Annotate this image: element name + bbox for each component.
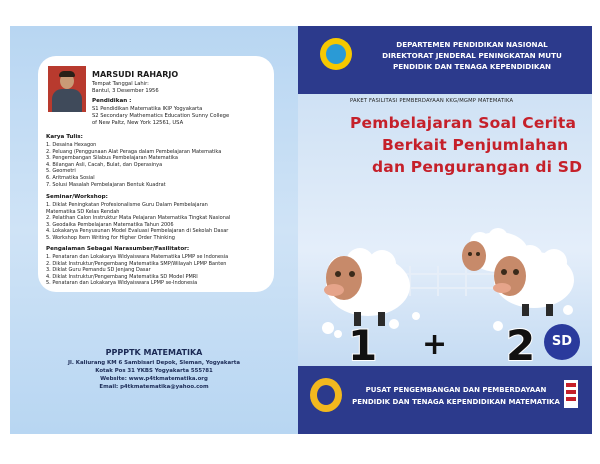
experience-list bbox=[46, 254, 274, 287]
sheep-left bbox=[324, 248, 410, 326]
dept-line: DIREKTORAT JENDERAL PENINGKATAN MUTU bbox=[382, 51, 562, 60]
works-list bbox=[46, 142, 274, 188]
list-item: 6. Aritmatika Sosial bbox=[46, 174, 95, 181]
list-item: 2. Peluang (Penggunaan Alat Peraga dalam Pembelajaran Matematika bbox=[46, 148, 222, 155]
p4tk-logo-icon bbox=[310, 378, 342, 412]
list-item: 1. Desaina Hexagon bbox=[46, 142, 97, 148]
seminars-label: Seminar/Workshop: bbox=[46, 194, 108, 200]
ministry-logo-icon bbox=[320, 38, 352, 70]
sheep-right bbox=[493, 245, 574, 316]
back-cover bbox=[10, 26, 298, 434]
title-line-3: dan Pengurangan di SD bbox=[372, 158, 583, 176]
series-label: PAKET FASILITASI PEMBERDAYAAN KKG/MGMP MATEMATIKA bbox=[350, 98, 514, 104]
works-label: Karya Tulis: bbox=[46, 134, 83, 140]
publisher-address: Kotak Pos 31 YKBS Yogyakarta 555?81 bbox=[95, 368, 213, 374]
birth-label: Tempat Tanggal Lahir: bbox=[92, 81, 149, 87]
list-item: 2. Diklat Instruktur/Pengembang Matematika SMP/Wilayah LPMP Banten bbox=[46, 260, 227, 267]
list-item: 4. Bilangan Asli, Cacah, Bulat, dan Operasinya bbox=[46, 161, 163, 168]
education-item: S1 Pendidikan Matematika IKIP Yogyakarta bbox=[92, 106, 203, 112]
equation-right: 2 bbox=[506, 321, 536, 366]
footer-band bbox=[298, 366, 592, 434]
list-item: 2. Pelatihan Calon Instruktur Mata Pelajaran Matematika Tingkat Nasional bbox=[46, 215, 231, 222]
book-icon bbox=[564, 380, 578, 408]
list-item: 3. Diklat Guru Pemandu SD Jenjang Dasar bbox=[46, 267, 151, 274]
list-item: 5. Penataran dan Lokakarya Widyaiswara LPMP se-Indonesia bbox=[46, 280, 198, 287]
dept-line: PENDIDIK DAN TENAGA KEPENDIDIKAN bbox=[392, 62, 552, 71]
education-item: of New Paltz, New York 12561, USA bbox=[92, 120, 184, 126]
list-item: 5. Geometri bbox=[46, 168, 76, 175]
list-item: 7. Solusi Masalah Pembelajaran Bentuk Kuadrat bbox=[46, 181, 166, 188]
list-item: 3. Pengembangan Silabus Pembelajaran Matematika bbox=[46, 155, 178, 162]
experience-label: Pengalaman Sebagai Narasumber/Fasilitator: bbox=[46, 246, 190, 252]
title-line-1: Pembelajaran Soal Cerita bbox=[350, 114, 577, 132]
equation-left: 1 bbox=[348, 321, 378, 366]
seminars-list bbox=[46, 202, 274, 242]
header-band bbox=[298, 26, 592, 94]
pusat-line: PUSAT PENGEMBANGAN DAN PEMBERDAYAAN bbox=[365, 386, 547, 394]
birth-value: Bantul, 3 Desember 1956 bbox=[92, 88, 159, 94]
author-bio-card bbox=[38, 56, 274, 292]
list-item: 1. Diklat Peningkatan Profesionalisme Guru Dalam Pembelajaran bbox=[46, 202, 208, 208]
dept-line: DEPARTEMEN PENDIDIKAN NASIONAL bbox=[396, 40, 548, 49]
level-badge: SD bbox=[544, 324, 580, 360]
author-name: MARSUDI RAHARJO bbox=[92, 70, 179, 79]
education-item: S2 Secondary Mathematics Education Sunny College bbox=[92, 113, 230, 119]
education-label: Pendidikan : bbox=[92, 98, 132, 104]
pusat-line: PENDIDIK DAN TENAGA KEPENDIDIKAN MATEMATIKA bbox=[352, 398, 560, 406]
list-item: Matematika SD Kelas Rendah bbox=[46, 208, 120, 215]
equation-op: + bbox=[422, 327, 448, 362]
book-cover bbox=[10, 26, 592, 434]
author-photo bbox=[48, 66, 86, 112]
publisher-website: Website: www.p4tkmatematika.org bbox=[100, 376, 208, 382]
list-item: 5. Workshop Item Writing for Higher Order Thinking bbox=[46, 234, 175, 241]
publisher-name: PPPPTK MATEMATIKA bbox=[105, 348, 203, 357]
list-item: 3. Geodaika Pembelajaran Matematika Tahun 2006 bbox=[46, 221, 174, 228]
front-cover bbox=[298, 26, 592, 434]
title-line-2: Berkait Penjumlahan bbox=[382, 136, 569, 154]
list-item: 1. Penataran dan Lokakarya Widyaiswara Matematika LPMP se Indonesia bbox=[46, 254, 229, 260]
publisher-email: Email: p4tkmatematika@yahoo.com bbox=[99, 384, 209, 390]
publisher-address: Jl. Kaliurang KM 6 Sambisari Depok, Sleman, Yogyakarta bbox=[68, 360, 240, 366]
list-item: 4. Lokakarya Penyusunan Model Evaluasi Pembelajaran di Sekolah Dasar bbox=[46, 228, 229, 235]
list-item: 4. Diklat Instruktur/Pengembang Matematika SD Model PMRI bbox=[46, 273, 198, 280]
